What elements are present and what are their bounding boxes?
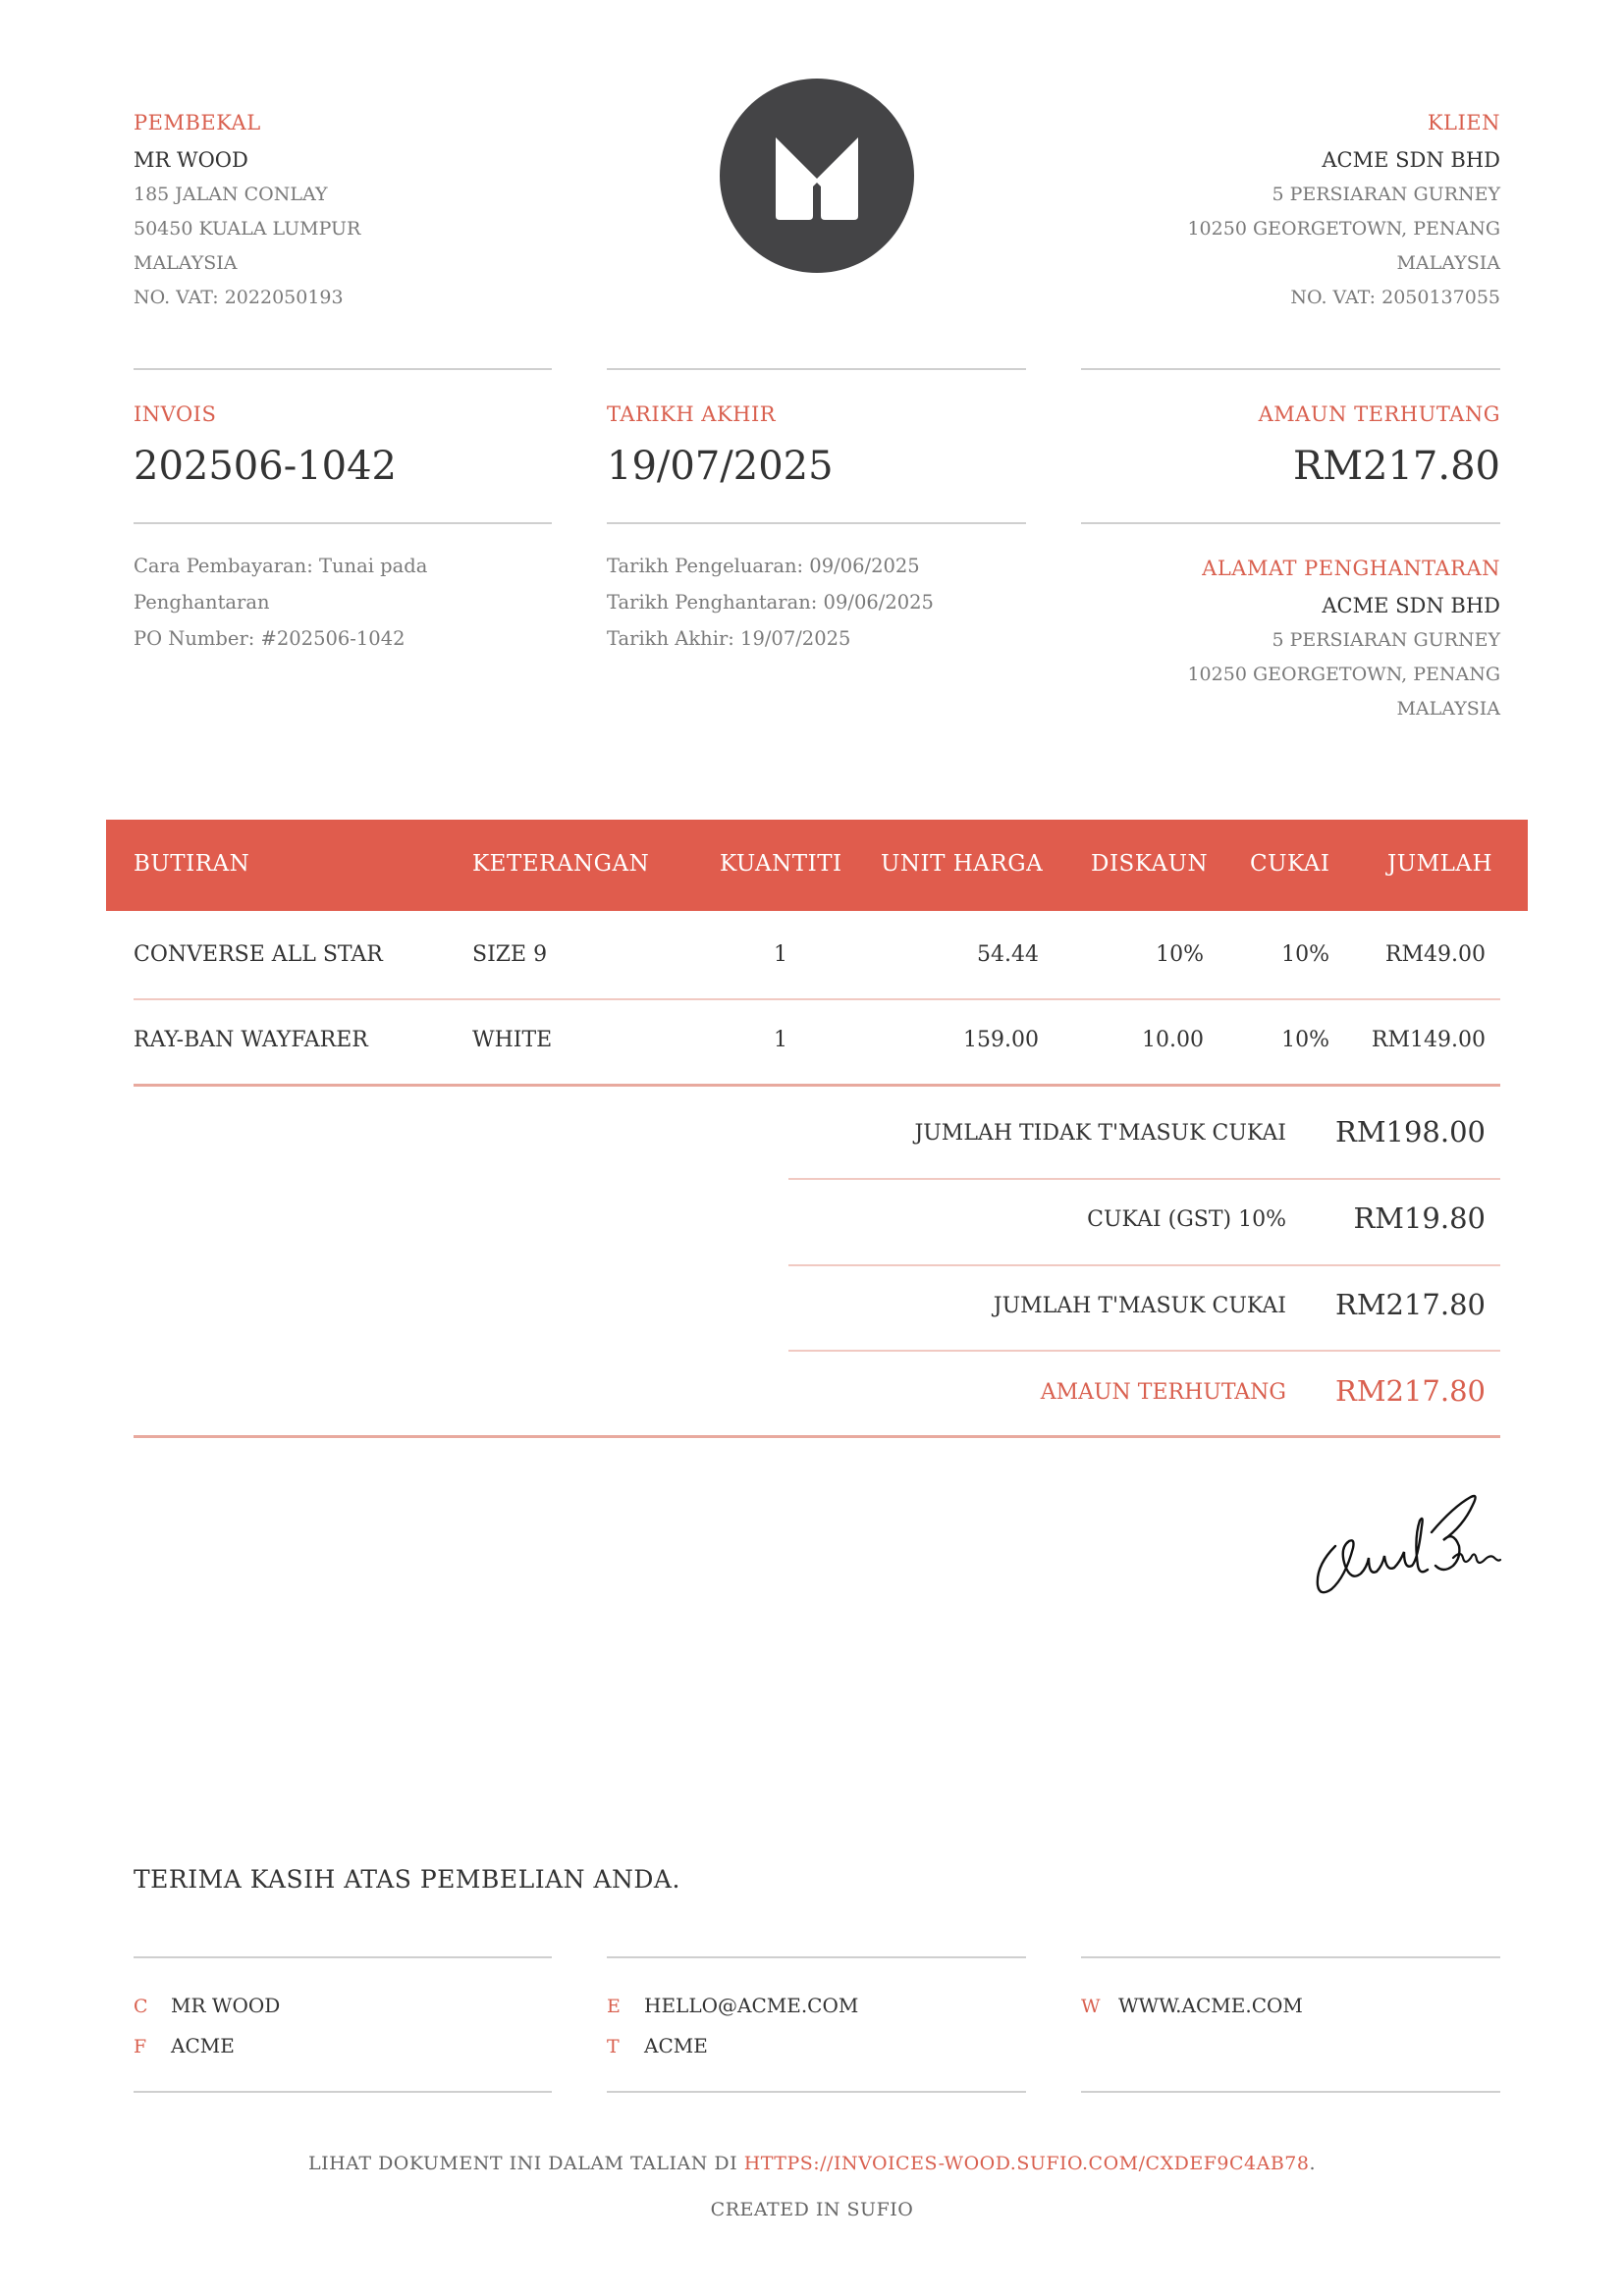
supplier-vat: NO. VAT: 2022050193 <box>134 287 344 308</box>
row-divider <box>134 998 1500 1000</box>
due-date-label: TARIKH AKHIR <box>607 402 777 426</box>
item-quantity: 1 <box>774 942 787 967</box>
divider <box>134 368 552 370</box>
divider <box>1081 522 1500 524</box>
item-name: RAY-BAN WAYFARER <box>134 1028 368 1052</box>
divider <box>607 368 1026 370</box>
item-discount: 10.00 <box>1142 1028 1204 1052</box>
col-header-tax: CUKAI <box>1250 851 1330 877</box>
item-quantity: 1 <box>774 1028 787 1052</box>
email-key: E <box>607 1996 621 2017</box>
email-link[interactable]: HELLO@ACME.COM <box>644 1994 859 2017</box>
shipping-address2: 10250 GEORGETOWN, PENANG <box>1187 664 1500 685</box>
client-address1: 5 PERSIARAN GURNEY <box>1272 184 1500 205</box>
signature <box>1306 1487 1502 1605</box>
website-link[interactable]: WWW.ACME.COM <box>1118 1994 1303 2017</box>
shipping-name: ACME SDN BHD <box>1322 594 1500 617</box>
totals-bottom-divider <box>134 1435 1500 1438</box>
divider <box>607 1956 1026 1958</box>
client-label: KLIEN <box>1427 111 1500 134</box>
divider <box>607 2091 1026 2093</box>
item-name: CONVERSE ALL STAR <box>134 942 383 967</box>
tax-label: CUKAI (GST) 10% <box>1087 1207 1286 1232</box>
col-header-item: BUTIRAN <box>134 851 250 877</box>
tax-value: RM19.80 <box>1353 1201 1486 1235</box>
subtotal-label: JUMLAH TIDAK T'MASUK CUKAI <box>914 1121 1286 1146</box>
tel-value: ACME <box>644 2034 708 2057</box>
online-notice <box>0 2153 1624 2174</box>
divider <box>134 2091 552 2093</box>
client-address2: 10250 GEORGETOWN, PENANG <box>1187 218 1500 240</box>
shipping-label: ALAMAT PENGHANTARAN <box>1202 557 1500 580</box>
shipping-country: MALAYSIA <box>1396 698 1500 720</box>
delivery-date: Tarikh Penghantaran: 09/06/2025 <box>607 591 934 614</box>
due-date-detail: Tarikh Akhir: 19/07/2025 <box>607 627 851 650</box>
issue-date: Tarikh Pengeluaran: 09/06/2025 <box>607 555 920 577</box>
subtotal-value: RM198.00 <box>1334 1115 1486 1148</box>
web-key: W <box>1081 1996 1101 2017</box>
col-header-discount: DISKAUN <box>1091 851 1209 877</box>
amount-due-total-value: RM217.80 <box>1334 1374 1486 1408</box>
item-unit-price: 54.44 <box>977 942 1039 967</box>
contact-key: C <box>134 1996 148 2017</box>
po-number: PO Number: #202506-1042 <box>134 627 406 650</box>
totals-divider <box>788 1178 1500 1180</box>
total-value: RM217.80 <box>1334 1288 1486 1321</box>
fax-key: F <box>134 2036 147 2057</box>
client-name: ACME SDN BHD <box>1322 148 1500 172</box>
m-logo-icon <box>720 79 914 273</box>
thank-you-message: TERIMA KASIH ATAS PEMBELIAN ANDA. <box>134 1865 680 1894</box>
divider <box>1081 1956 1500 1958</box>
item-total: RM149.00 <box>1371 1028 1486 1052</box>
online-url-link[interactable]: HTTPS://INVOICES-WOOD.SUFIO.COM/CXDEF9C4AB78 <box>743 2153 1310 2174</box>
invoice-label: INVOIS <box>134 402 217 426</box>
table-bottom-divider <box>134 1084 1500 1087</box>
contact-name: MR WOOD <box>171 1994 281 2017</box>
divider <box>1081 2091 1500 2093</box>
supplier-label: PEMBEKAL <box>134 111 261 134</box>
totals-divider <box>788 1264 1500 1266</box>
totals-divider <box>788 1350 1500 1352</box>
item-description: SIZE 9 <box>472 942 548 967</box>
invoice-number: 202506-1042 <box>134 444 398 489</box>
supplier-country: MALAYSIA <box>134 252 238 274</box>
item-unit-price: 159.00 <box>963 1028 1039 1052</box>
payment-method: Cara Pembayaran: Tunai pada <box>134 555 428 577</box>
fax-value: ACME <box>171 2034 235 2057</box>
divider <box>134 1956 552 1958</box>
item-tax: 10% <box>1281 942 1329 967</box>
client-country: MALAYSIA <box>1396 252 1500 274</box>
item-description: WHITE <box>472 1028 553 1052</box>
divider <box>1081 368 1500 370</box>
due-date: 19/07/2025 <box>607 444 834 489</box>
supplier-address2: 50450 KUALA LUMPUR <box>134 218 361 240</box>
item-total: RM49.00 <box>1384 942 1486 967</box>
divider <box>134 522 552 524</box>
amount-due-total-label: AMAUN TERHUTANG <box>1040 1380 1286 1405</box>
item-discount: 10% <box>1156 942 1204 967</box>
col-header-total: JUMLAH <box>1387 851 1493 877</box>
shipping-address1: 5 PERSIARAN GURNEY <box>1272 629 1500 651</box>
signature-image <box>1306 1487 1502 1605</box>
company-logo <box>720 79 914 273</box>
supplier-address1: 185 JALAN CONLAY <box>134 184 328 205</box>
amount-due: RM217.80 <box>1292 444 1500 489</box>
payment-method-cont: Penghantaran <box>134 591 270 614</box>
divider <box>607 522 1026 524</box>
supplier-name: MR WOOD <box>134 148 248 172</box>
col-header-unit-price: UNIT HARGA <box>881 851 1044 877</box>
client-vat: NO. VAT: 2050137055 <box>1290 287 1500 308</box>
online-suffix: . <box>1309 2153 1316 2174</box>
online-prefix: LIHAT DOKUMENT INI DALAM TALIAN DI <box>307 2153 744 2174</box>
col-header-quantity: KUANTITI <box>720 851 842 877</box>
col-header-description: KETERANGAN <box>472 851 650 877</box>
item-tax: 10% <box>1281 1028 1329 1052</box>
amount-due-label: AMAUN TERHUTANG <box>1258 402 1500 426</box>
total-label: JUMLAH T'MASUK CUKAI <box>993 1294 1286 1318</box>
created-in-sufio: CREATED IN SUFIO <box>710 2199 914 2220</box>
tel-key: T <box>607 2036 620 2057</box>
